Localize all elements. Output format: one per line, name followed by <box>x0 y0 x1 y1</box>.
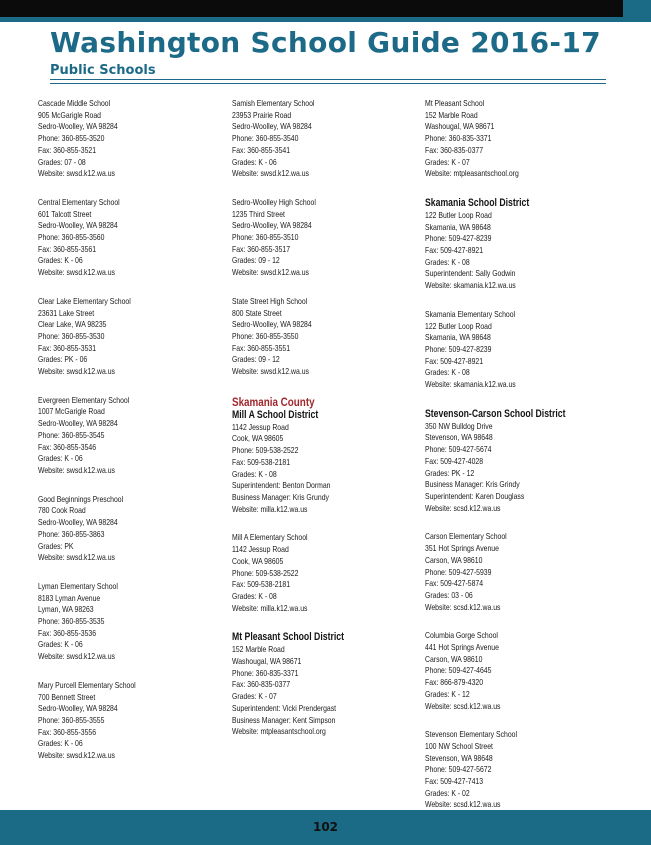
entry-detail-line: Phone: 509-538-2522 <box>232 567 299 578</box>
school-entry <box>232 197 422 279</box>
entry-detail-line: Website: swsd.k12.wa.us <box>38 651 115 662</box>
entry-detail-line: Business Manager: Kris Grindy <box>425 479 520 490</box>
entry-detail-line: Grades: 09 - 12 <box>232 255 280 266</box>
district-entry <box>425 408 615 515</box>
entry-detail-line: Carson, WA 98610 <box>425 653 483 664</box>
entry-detail-line: Phone: 360-855-3545 <box>38 429 105 440</box>
entry-detail-line: 601 Talcott Street <box>38 208 92 219</box>
entry-detail-line: Website: milla.k12.wa.us <box>232 503 308 514</box>
entry-detail-line: Website: swsd.k12.wa.us <box>38 366 115 377</box>
entry-detail-line: Phone: 360-835-3371 <box>232 667 299 678</box>
school-name: Lyman Elementary School <box>38 580 118 591</box>
district-name: Mt Pleasant School District <box>232 631 344 644</box>
entry-detail-line: 905 McGarigle Road <box>38 109 101 120</box>
entry-detail-line: 8183 Lyman Avenue <box>38 592 101 603</box>
district-entry <box>232 395 422 516</box>
entry-detail-line: Business Manager: Kent Simpson <box>232 714 336 725</box>
entry-detail-line: Website: swsd.k12.wa.us <box>38 750 115 761</box>
entry-detail-line: Cook, WA 98605 <box>232 555 284 566</box>
entry-detail-line: Website: skamania.k12.wa.us <box>425 280 516 291</box>
school-name: Mill A Elementary School <box>232 532 308 543</box>
school-entry <box>38 296 228 378</box>
page-subtitle: Public Schools <box>50 63 156 78</box>
school-name: Evergreen Elementary School <box>38 394 130 405</box>
entry-detail-line: Fax: 360-855-3546 <box>38 441 97 452</box>
district-entry <box>425 197 615 292</box>
school-entry <box>38 581 228 663</box>
school-name: Good Beginnings Preschool <box>38 493 124 504</box>
entry-detail-line: Fax: 360-855-3536 <box>38 627 97 638</box>
entry-detail-line: 122 Butler Loop Road <box>425 209 492 220</box>
top-corner-block <box>623 0 651 22</box>
entry-detail-line: Fax: 509-538-2181 <box>232 579 291 590</box>
school-name: Sedro-Woolley High School <box>232 196 316 207</box>
school-name: Samish Elementary School <box>232 98 315 108</box>
page-title: Washington School Guide 2016-17 <box>50 26 601 59</box>
entry-detail-line: 122 Butler Loop Road <box>425 320 492 331</box>
entry-detail-line: Phone: 360-855-3535 <box>38 616 105 627</box>
entry-detail-line: Fax: 509-538-2181 <box>232 456 291 467</box>
school-entry <box>38 680 228 762</box>
entry-detail-line: Fax: 360-855-3556 <box>38 726 97 737</box>
entry-detail-line: Website: swsd.k12.wa.us <box>38 464 115 475</box>
school-name: Carson Elementary School <box>425 531 507 542</box>
entry-detail-line: Grades: K - 08 <box>232 590 277 601</box>
entry-detail-line: 23631 Lake Street <box>38 307 95 318</box>
school-name: Central Elementary School <box>38 196 120 207</box>
entry-detail-line: Superintendent: Karen Douglass <box>425 490 525 501</box>
entry-detail-line: Sedro-Woolley, WA 98284 <box>232 121 312 132</box>
school-entry <box>38 197 228 279</box>
entry-detail-line: Website: scsd.k12.wa.us <box>425 700 501 711</box>
entry-detail-line: 152 Marble Road <box>425 109 478 120</box>
school-name: Columbia Gorge School <box>425 630 498 641</box>
entry-detail-line: Website: swsd.k12.wa.us <box>232 366 309 377</box>
entry-detail-line: Fax: 360-855-3521 <box>38 144 97 155</box>
entry-detail-line: Grades: K - 02 <box>425 787 470 798</box>
entry-detail-line: Phone: 360-855-3540 <box>232 133 299 144</box>
entry-detail-line: Fax: 360-855-3551 <box>232 342 291 353</box>
school-name: Cascade Middle School <box>38 98 111 108</box>
entry-detail-line: Phone: 360-855-3550 <box>232 330 299 341</box>
entry-detail-line: Sedro-Woolley, WA 98284 <box>38 517 118 528</box>
entry-detail-line: Grades: 09 - 12 <box>232 354 280 365</box>
district-entry <box>232 631 422 738</box>
entry-detail-line: Sedro-Woolley, WA 98284 <box>232 220 312 231</box>
school-entry <box>38 395 228 477</box>
entry-detail-line: Sedro-Woolley, WA 98284 <box>38 703 118 714</box>
entry-detail-line: Website: swsd.k12.wa.us <box>38 267 115 278</box>
entry-detail-line: Fax: 360-855-3517 <box>232 243 291 254</box>
entry-detail-line: Grades: PK <box>38 540 74 551</box>
school-entry <box>232 98 422 180</box>
entry-detail-line: 350 NW Bulldog Drive <box>425 420 493 431</box>
entry-detail-line: Superintendent: Benton Dorman <box>232 480 331 491</box>
entry-detail-line: Superintendent: Vicki Prendergast <box>232 702 337 713</box>
school-entry <box>425 630 615 712</box>
entry-detail-line: Fax: 509-427-7413 <box>425 776 484 787</box>
entry-detail-line: 1007 McGarigle Road <box>38 406 105 417</box>
entry-detail-line: 23953 Prairie Road <box>232 109 292 120</box>
entry-detail-line: Fax: 509-427-8921 <box>425 355 484 366</box>
entry-detail-line: Grades: 07 - 08 <box>38 156 86 167</box>
entry-detail-line: Stevenson, WA 98648 <box>425 752 493 763</box>
page-number: 102 <box>312 820 339 834</box>
entry-detail-line: Fax: 360-855-3541 <box>232 144 291 155</box>
school-entry <box>425 531 615 613</box>
entry-detail-line: Phone: 509-427-5939 <box>425 566 492 577</box>
entry-detail-line: Carson, WA 98610 <box>425 554 483 565</box>
school-entry <box>38 494 228 564</box>
entry-detail-line: Grades: K - 07 <box>232 691 277 702</box>
entry-detail-line: Phone: 509-427-4645 <box>425 665 492 676</box>
entry-detail-line: 100 NW School Street <box>425 740 493 751</box>
entry-detail-line: Grades: K - 06 <box>38 255 83 266</box>
column-1 <box>38 98 228 779</box>
entry-detail-line: Website: scsd.k12.wa.us <box>425 799 501 810</box>
entry-detail-line: Lyman, WA 98263 <box>38 604 94 615</box>
column-2 <box>232 98 422 755</box>
entry-detail-line: Website: scsd.k12.wa.us <box>425 502 501 513</box>
district-name: Mill A School District <box>232 408 319 421</box>
entry-detail-line: Website: milla.k12.wa.us <box>232 602 308 613</box>
entry-detail-line: Website: mtpleasantschool.org <box>232 726 326 737</box>
entry-detail-line: Grades: K - 12 <box>425 688 470 699</box>
header-rule-thin <box>50 83 606 84</box>
entry-detail-line: Grades: PK - 06 <box>38 354 88 365</box>
entry-detail-line: Phone: 509-427-8239 <box>425 343 492 354</box>
top-bar <box>0 0 651 17</box>
entry-detail-line: Phone: 509-427-5672 <box>425 764 492 775</box>
school-name: Mary Purcell Elementary School <box>38 679 136 690</box>
entry-detail-line: Grades: K - 06 <box>38 639 83 650</box>
entry-detail-line: 1142 Jessup Road <box>232 421 289 432</box>
entry-detail-line: Fax: 360-835-0377 <box>425 144 484 155</box>
entry-detail-line: Fax: 866-879-4320 <box>425 677 484 688</box>
top-stripe <box>0 17 651 22</box>
entry-detail-line: Washougal, WA 98671 <box>425 121 495 132</box>
entry-detail-line: Grades: K - 08 <box>232 468 277 479</box>
entry-detail-line: Fax: 509-427-8921 <box>425 245 484 256</box>
school-name: State Street High School <box>232 295 308 306</box>
header-rule-thick <box>50 79 606 80</box>
entry-detail-line: Phone: 509-427-8239 <box>425 233 492 244</box>
entry-detail-line: Superintendent: Sally Godwin <box>425 268 516 279</box>
entry-detail-line: Grades: 03 - 06 <box>425 589 473 600</box>
entry-detail-line: Sedro-Woolley, WA 98284 <box>38 220 118 231</box>
entry-detail-line: Grades: K - 08 <box>425 256 470 267</box>
entry-detail-line: Skamania, WA 98648 <box>425 221 491 232</box>
entry-detail-line: 351 Hot Springs Avenue <box>425 543 499 554</box>
school-name: Skamania Elementary School <box>425 308 516 319</box>
entry-detail-line: Business Manager: Kris Grundy <box>232 491 329 502</box>
entry-detail-line: Cook, WA 98605 <box>232 433 284 444</box>
entry-detail-line: Website: skamania.k12.wa.us <box>425 379 516 390</box>
entry-detail-line: Website: swsd.k12.wa.us <box>232 267 309 278</box>
entry-detail-line: Skamania, WA 98648 <box>425 332 491 343</box>
entry-detail-line: Grades: K - 07 <box>425 156 470 167</box>
entry-detail-line: Fax: 360-835-0377 <box>232 679 291 690</box>
entry-detail-line: Phone: 360-855-3520 <box>38 133 105 144</box>
entry-detail-line: Website: swsd.k12.wa.us <box>38 168 115 179</box>
entry-detail-line: Grades: K - 06 <box>38 738 83 749</box>
entry-detail-line: Clear Lake, WA 98235 <box>38 319 107 330</box>
entry-detail-line: Washougal, WA 98671 <box>232 656 302 667</box>
district-name: Skamania School District <box>425 196 530 209</box>
entry-detail-line: Phone: 360-855-3555 <box>38 714 105 725</box>
entry-detail-line: Grades: K - 06 <box>38 453 83 464</box>
entry-detail-line: Grades: K - 06 <box>232 156 277 167</box>
entry-detail-line: Stevenson, WA 98648 <box>425 432 493 443</box>
entry-detail-line: Phone: 360-855-3510 <box>232 232 299 243</box>
school-name: Stevenson Elementary School <box>425 729 518 740</box>
school-entry <box>425 98 615 180</box>
school-entry <box>38 98 228 180</box>
entry-detail-line: Sedro-Woolley, WA 98284 <box>38 418 118 429</box>
entry-detail-line: Fax: 509-427-4028 <box>425 455 484 466</box>
entry-detail-line: 700 Bennett Street <box>38 691 96 702</box>
entry-detail-line: Phone: 360-855-3560 <box>38 232 105 243</box>
entry-detail-line: Phone: 360-855-3530 <box>38 330 105 341</box>
school-name: Mt Pleasant School <box>425 98 485 108</box>
school-name: Clear Lake Elementary School <box>38 295 131 306</box>
entry-detail-line: Website: swsd.k12.wa.us <box>232 168 309 179</box>
school-entry <box>425 309 615 391</box>
entry-detail-line: Sedro-Woolley, WA 98284 <box>232 319 312 330</box>
entry-detail-line: Website: mtpleasantschool.org <box>425 168 519 179</box>
district-name: Stevenson-Carson School District <box>425 407 566 420</box>
entry-detail-line: Phone: 360-855-3863 <box>38 528 105 539</box>
entry-detail-line: Grades: PK - 12 <box>425 467 475 478</box>
entry-detail-line: Fax: 509-427-5874 <box>425 578 484 589</box>
entry-detail-line: Fax: 360-855-3531 <box>38 342 97 353</box>
entry-detail-line: Fax: 360-855-3561 <box>38 243 97 254</box>
entry-detail-line: 780 Cook Road <box>38 505 86 516</box>
entry-detail-line: 1142 Jessup Road <box>232 544 289 555</box>
entry-detail-line: Sedro-Woolley, WA 98284 <box>38 121 118 132</box>
school-entry <box>232 296 422 378</box>
school-entry <box>425 729 615 811</box>
entry-detail-line: 1235 Third Street <box>232 208 285 219</box>
entry-detail-line: 152 Marble Road <box>232 644 285 655</box>
school-entry <box>232 532 422 614</box>
entry-detail-line: Website: scsd.k12.wa.us <box>425 601 501 612</box>
entry-detail-line: Website: swsd.k12.wa.us <box>38 552 115 563</box>
county-heading: Skamania County <box>232 394 315 409</box>
entry-detail-line: Phone: 509-427-5674 <box>425 444 492 455</box>
entry-detail-line: 441 Hot Springs Avenue <box>425 642 499 653</box>
entry-detail-line: Phone: 360-835-3371 <box>425 133 492 144</box>
column-3 <box>425 98 615 828</box>
entry-detail-line: Grades: K - 08 <box>425 367 470 378</box>
entry-detail-line: Phone: 509-538-2522 <box>232 445 299 456</box>
entry-detail-line: 800 State Street <box>232 307 282 318</box>
